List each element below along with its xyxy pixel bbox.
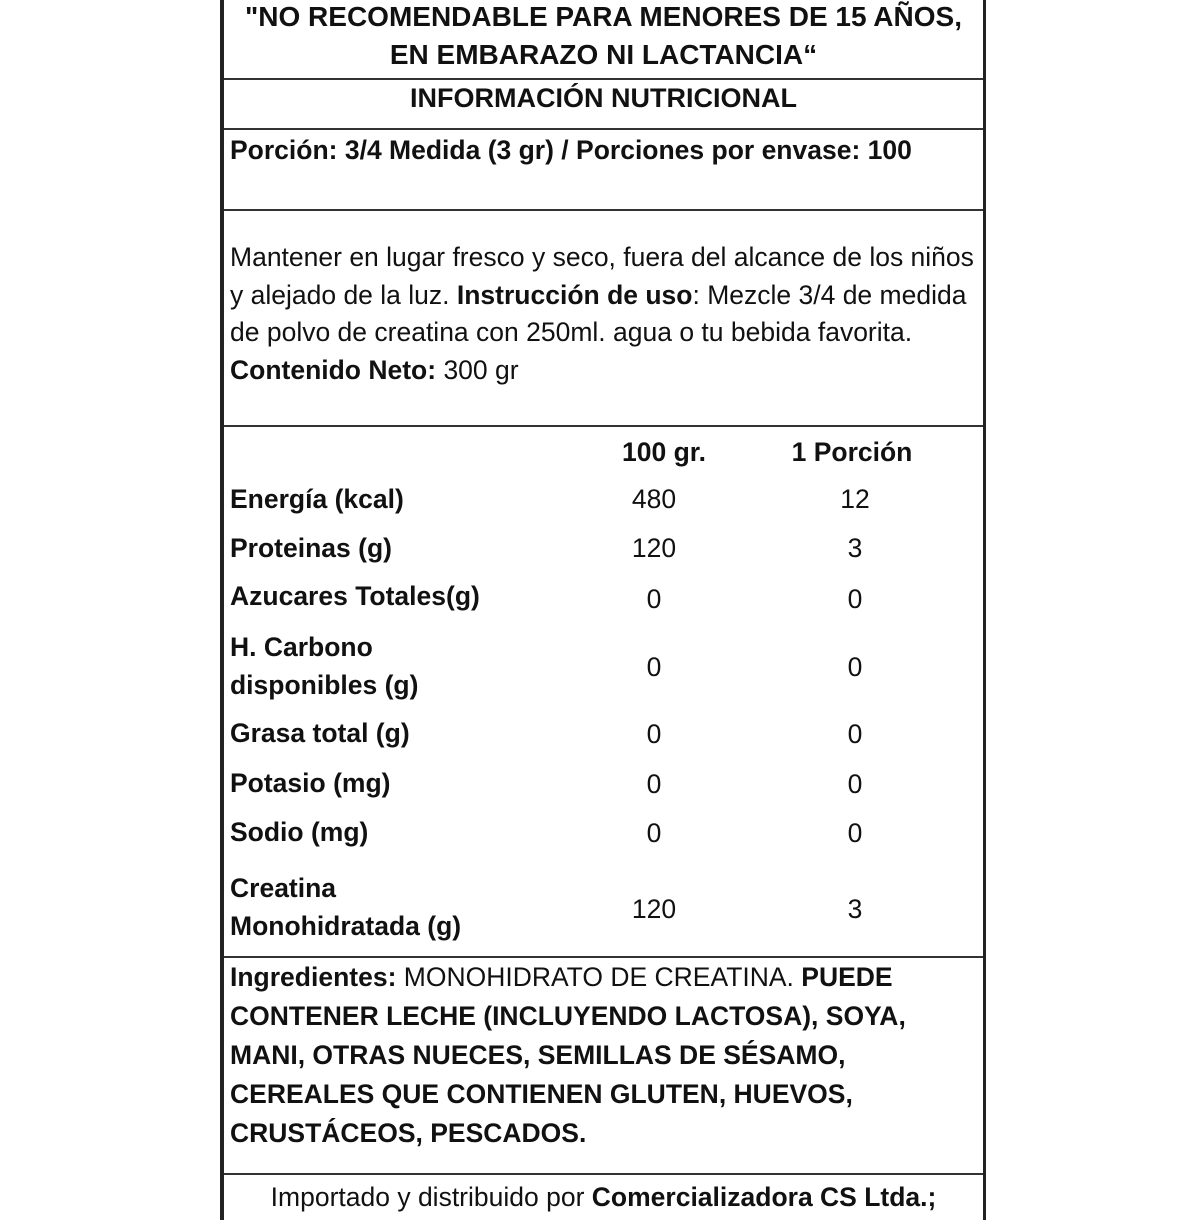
warning-line-2: EN EMBARAZO NI LACTANCIA“ bbox=[389, 39, 818, 70]
portion-info: Porción: 3/4 Medida (3 gr) / Porciones por envase: 100 bbox=[230, 135, 912, 165]
value-portion: 3 bbox=[847, 894, 863, 924]
value-100g: 0 bbox=[646, 652, 662, 682]
divider bbox=[224, 209, 983, 211]
ingredients-label: Ingredientes: bbox=[230, 962, 397, 992]
divider bbox=[224, 425, 983, 427]
row-label: Proteinas (g) bbox=[230, 533, 392, 563]
allergen-warning: PUEDE CONTENER LECHE (INCLUYENDO LACTOSA), SOYA, MANI, OTRAS NUECES, SEMILLAS DE SÉSAMO, CEREALES QUE CONTIENEN GLUTEN, HUEVOS, CRUSTÁCEOS, PESCADOS. bbox=[230, 962, 906, 1148]
value-portion: 0 bbox=[847, 584, 863, 614]
value-portion: 0 bbox=[847, 652, 863, 682]
value-100g: 0 bbox=[646, 719, 662, 749]
value-100g: 480 bbox=[631, 484, 677, 514]
value-100g: 0 bbox=[646, 769, 662, 799]
ingredients-text bbox=[230, 958, 982, 1153]
row-label bbox=[230, 869, 461, 945]
row-label: Sodio (mg) bbox=[230, 817, 369, 847]
ingredients-list: MONOHIDRATO DE CREATINA. bbox=[396, 962, 802, 992]
usage-instruction-label: Instrucción de uso bbox=[456, 279, 693, 310]
row-label-line-1: Creatina bbox=[230, 873, 337, 903]
net-content-label: Contenido Neto: bbox=[230, 354, 437, 385]
nutrition-label bbox=[220, 0, 986, 1220]
column-header-portion: 1 Porción bbox=[791, 437, 913, 467]
row-label-line-2: disponibles (g) bbox=[230, 670, 419, 700]
importer-text: Importado y distribuido por bbox=[270, 1182, 592, 1212]
warning-line-1: "NO RECOMENDABLE PARA MENORES DE 15 AÑOS, bbox=[245, 1, 962, 32]
storage-text: Mantener en lugar fresco y seco, fuera del alcance de los niños y alejado de la luz. bbox=[230, 242, 974, 310]
value-100g: 0 bbox=[646, 818, 662, 848]
row-label-line-2: Monohidratada (g) bbox=[230, 911, 462, 941]
row-label-line-1: H. Carbono bbox=[230, 632, 373, 662]
value-100g: 0 bbox=[646, 584, 662, 614]
value-portion: 12 bbox=[840, 484, 870, 514]
value-portion: 0 bbox=[847, 719, 863, 749]
warning-notice bbox=[224, 0, 983, 74]
row-label bbox=[230, 628, 418, 704]
net-content-value: 300 gr bbox=[436, 354, 519, 385]
value-100g: 120 bbox=[631, 894, 677, 924]
storage-instructions bbox=[230, 239, 982, 389]
column-header-100g: 100 gr. bbox=[622, 437, 706, 467]
importer-company: Comercializadora CS Ltda.; bbox=[591, 1182, 937, 1212]
value-portion: 0 bbox=[847, 769, 863, 799]
row-label: Azucares Totales(g) bbox=[230, 581, 480, 611]
importer-info bbox=[224, 1179, 983, 1215]
row-label: Energía (kcal) bbox=[230, 484, 404, 514]
usage-instruction-text: : Mezcle 3/4 de medida de polvo de creatina con 250ml. agua o tu bebida favorita. bbox=[230, 279, 967, 347]
section-title: INFORMACIÓN NUTRICIONAL bbox=[410, 83, 797, 113]
value-portion: 0 bbox=[847, 818, 863, 848]
divider bbox=[224, 128, 983, 130]
divider bbox=[224, 1173, 983, 1175]
value-100g: 120 bbox=[631, 533, 677, 563]
row-label: Potasio (mg) bbox=[230, 768, 391, 798]
value-portion: 3 bbox=[847, 533, 863, 563]
row-label: Grasa total (g) bbox=[230, 718, 410, 748]
